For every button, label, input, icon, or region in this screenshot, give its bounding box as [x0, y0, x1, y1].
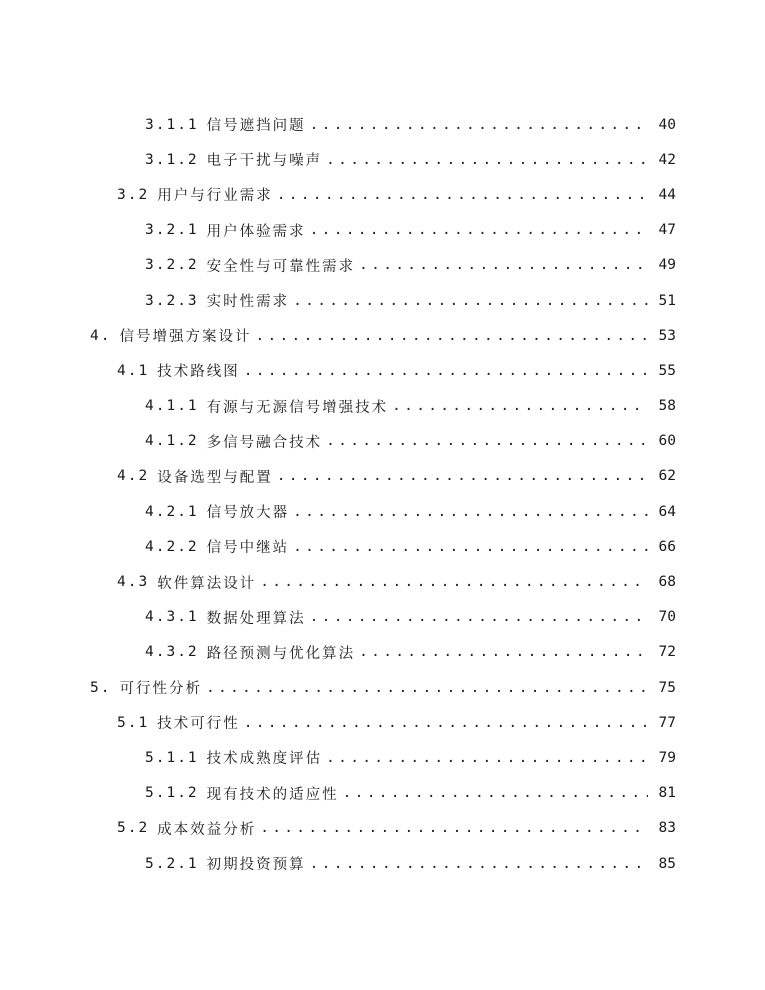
toc-entry-number: 5.1.2 [145, 785, 199, 802]
toc-entry[interactable] [0, 635, 765, 670]
dot-leader [326, 433, 648, 449]
toc-entry-page-number: 79 [658, 749, 676, 766]
toc-entry-number: 4.3.1 [145, 609, 199, 626]
dot-leader [244, 715, 648, 731]
dot-leader [359, 257, 648, 273]
toc-entry-title: 成本效益分析 [157, 821, 257, 838]
toc-entry-title: 用户与行业需求 [157, 188, 273, 205]
toc-entry-page-number: 60 [658, 433, 676, 450]
toc-entry-title: 安全性与可靠性需求 [206, 258, 356, 275]
toc-entry-number: 3.2.1 [145, 222, 199, 239]
toc-entry-title: 电子干扰与噪声 [206, 153, 323, 170]
toc-entry-page-number: 72 [658, 644, 676, 661]
dot-leader [359, 644, 648, 660]
toc-entry[interactable] [0, 213, 765, 248]
toc-entry-page-number: 68 [658, 574, 676, 591]
toc-entry-number: 3.1.2 [145, 151, 199, 168]
toc-entry-number: 3.1.1 [145, 116, 199, 133]
toc-entry[interactable] [0, 740, 765, 775]
toc-entry-page-number: 62 [658, 468, 676, 485]
toc-entry-title: 信号遮挡问题 [206, 118, 306, 135]
toc-entry-number: 3.2.2 [145, 257, 199, 274]
toc-entry[interactable] [0, 811, 765, 846]
toc-entry[interactable] [0, 776, 765, 811]
toc-entry[interactable] [0, 424, 765, 459]
toc-entry[interactable] [0, 107, 765, 142]
toc-entry-page-number: 44 [658, 186, 676, 203]
toc-entry-title: 技术成熟度评估 [206, 751, 323, 768]
toc-entry-title: 实时性需求 [206, 294, 290, 311]
toc-entry[interactable] [0, 670, 765, 705]
toc-entry-number: 4.2.2 [145, 538, 199, 555]
toc-entry[interactable] [0, 283, 765, 318]
toc-entry-title: 信号增强方案设计 [119, 329, 252, 346]
toc-entry[interactable] [0, 494, 765, 529]
toc-entry[interactable] [0, 248, 765, 283]
toc-entry-page-number: 77 [658, 714, 676, 731]
toc-entry-title: 软件算法设计 [157, 575, 257, 592]
toc-entry-number: 4.3 [117, 574, 150, 591]
dot-leader [293, 293, 648, 309]
toc-entry-title: 初期投资预算 [206, 857, 306, 874]
toc-entry-title: 技术路线图 [157, 364, 240, 381]
toc-entry-page-number: 53 [658, 327, 676, 344]
toc-entry-page-number: 49 [658, 257, 676, 274]
toc-entry-page-number: 83 [658, 820, 676, 837]
toc-entry-number: 5. [90, 679, 112, 696]
toc-entry-number: 3.2.3 [145, 292, 199, 309]
toc-entry-number: 5.2 [117, 820, 150, 837]
toc-entry-number: 3.2 [117, 186, 150, 203]
toc-entry-page-number: 75 [658, 679, 676, 696]
dot-leader [293, 539, 648, 555]
toc-entry-number: 4.1 [117, 362, 150, 379]
toc-entry[interactable] [0, 389, 765, 424]
toc-entry-number: 4.2 [117, 468, 150, 485]
dot-leader [310, 856, 648, 872]
toc-entry[interactable] [0, 177, 765, 212]
table-of-contents [0, 107, 765, 881]
toc-entry-number: 4.1.2 [145, 433, 199, 450]
toc-entry-page-number: 58 [658, 398, 676, 415]
toc-entry[interactable] [0, 705, 765, 740]
toc-entry-number: 4. [90, 327, 112, 344]
toc-entry-page-number: 66 [658, 538, 676, 555]
dot-leader [310, 117, 648, 133]
toc-entry-title: 技术可行性 [157, 716, 240, 733]
toc-entry-title: 有源与无源信号增强技术 [206, 399, 389, 416]
toc-entry-title: 数据处理算法 [206, 610, 306, 627]
dot-leader [260, 820, 648, 836]
toc-entry-number: 5.1 [117, 714, 150, 731]
toc-entry-title: 现有技术的适应性 [206, 786, 339, 803]
toc-entry-page-number: 47 [658, 222, 676, 239]
toc-entry-number: 5.1.1 [145, 749, 199, 766]
toc-entry-title: 多信号融合技术 [206, 434, 323, 451]
dot-leader [293, 504, 648, 520]
toc-entry[interactable] [0, 459, 765, 494]
toc-entry[interactable] [0, 353, 765, 388]
toc-entry-page-number: 64 [658, 503, 676, 520]
dot-leader [260, 574, 648, 590]
toc-entry[interactable] [0, 318, 765, 353]
dot-leader [392, 398, 648, 414]
dot-leader [343, 785, 648, 801]
toc-entry-number: 5.2.1 [145, 855, 199, 872]
dot-leader [326, 750, 648, 766]
toc-entry[interactable] [0, 142, 765, 177]
toc-entry-page-number: 85 [658, 855, 676, 872]
dot-leader [310, 222, 648, 238]
dot-leader [255, 328, 648, 344]
dot-leader [326, 152, 648, 168]
dot-leader [277, 187, 648, 203]
toc-entry-page-number: 70 [658, 609, 676, 626]
toc-entry-page-number: 55 [658, 362, 676, 379]
dot-leader [206, 680, 648, 696]
toc-entry[interactable] [0, 846, 765, 881]
toc-entry-title: 路径预测与优化算法 [206, 645, 356, 662]
toc-entry-page-number: 81 [658, 785, 676, 802]
toc-entry-number: 4.2.1 [145, 503, 199, 520]
toc-entry-number: 4.1.1 [145, 398, 199, 415]
toc-entry[interactable] [0, 600, 765, 635]
dot-leader [244, 363, 648, 379]
toc-entry-title: 可行性分析 [119, 681, 202, 698]
dot-leader [277, 468, 648, 484]
toc-entry-title: 信号放大器 [206, 505, 290, 522]
toc-entry-page-number: 40 [658, 116, 676, 133]
toc-entry-title: 设备选型与配置 [157, 469, 273, 486]
toc-entry-page-number: 51 [658, 292, 676, 309]
toc-entry-title: 用户体验需求 [206, 223, 306, 240]
dot-leader [310, 609, 648, 625]
toc-entry-number: 4.3.2 [145, 644, 199, 661]
toc-entry[interactable] [0, 529, 765, 564]
toc-entry[interactable] [0, 564, 765, 599]
toc-entry-title: 信号中继站 [206, 540, 290, 557]
toc-entry-page-number: 42 [658, 151, 676, 168]
